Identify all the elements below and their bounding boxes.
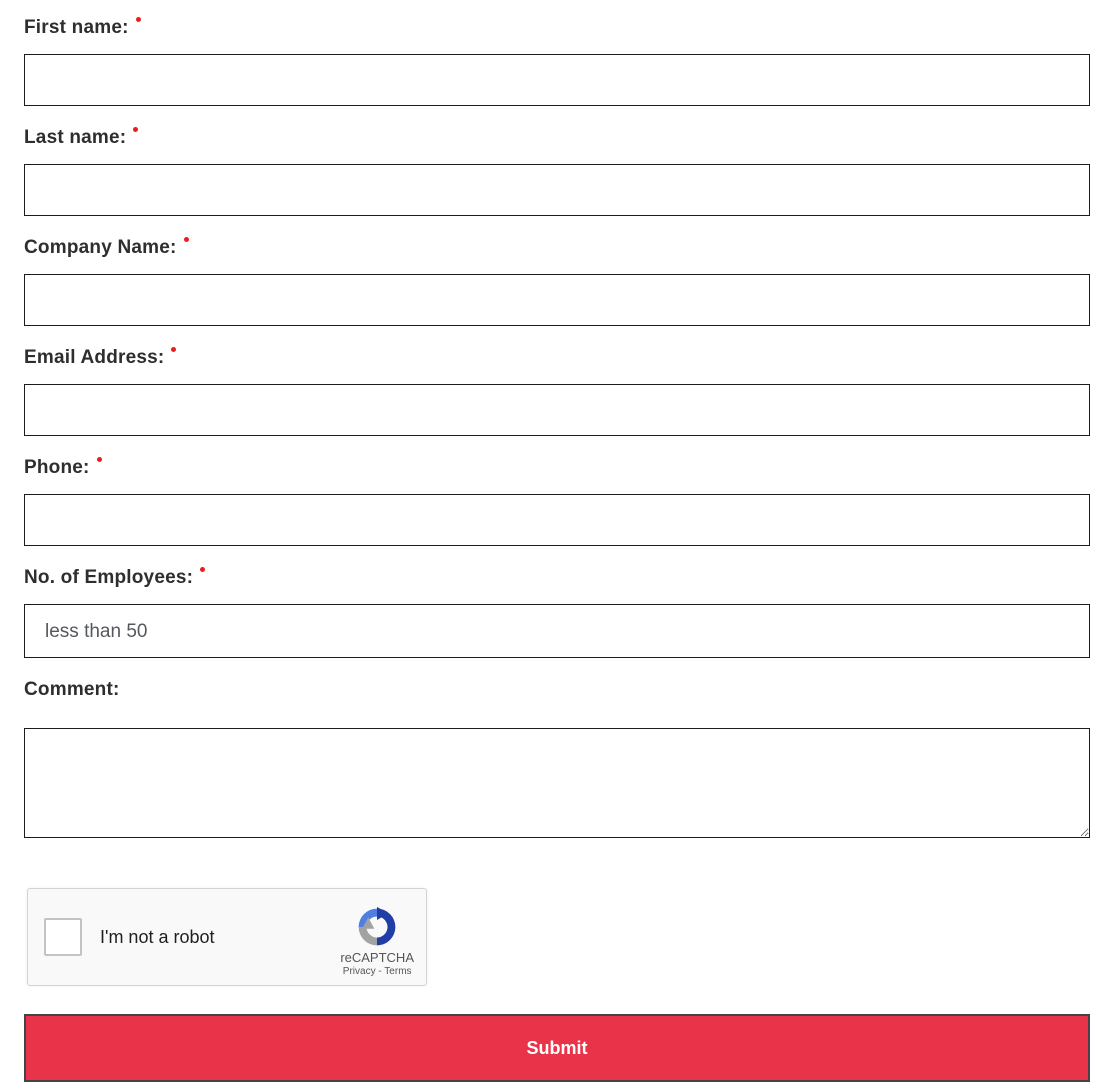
recaptcha-branding [340, 898, 414, 977]
employees-select[interactable] [24, 604, 1090, 658]
first-name-label-text: First name: [24, 17, 129, 38]
recaptcha-logo-icon [356, 906, 398, 948]
company-name-input[interactable] [24, 274, 1090, 326]
first-name-input[interactable] [24, 54, 1090, 106]
comment-label [24, 678, 1090, 702]
email-label-text: Email Address: [24, 347, 165, 368]
comment-textarea[interactable] [24, 728, 1090, 838]
recaptcha-checkbox-area [44, 918, 215, 956]
last-name-input[interactable] [24, 164, 1090, 216]
recaptcha-links-separator: - [375, 965, 385, 977]
required-marker-icon [136, 17, 141, 22]
field-group-employees [24, 566, 1090, 658]
phone-label [24, 456, 1090, 480]
submit-button[interactable]: Submit [24, 1014, 1090, 1082]
recaptcha-checkbox[interactable] [44, 918, 82, 956]
first-name-label [24, 16, 1090, 40]
comment-label-text: Comment: [24, 679, 120, 700]
required-marker-icon [200, 567, 205, 572]
employees-label-text: No. of Employees: [24, 567, 194, 588]
recaptcha-privacy-link[interactable]: Privacy [342, 965, 376, 977]
phone-input[interactable] [24, 494, 1090, 546]
field-group-first-name [24, 16, 1090, 106]
recaptcha-terms-link[interactable]: Terms [384, 965, 412, 977]
recaptcha-widget [27, 888, 427, 986]
field-group-phone [24, 456, 1090, 546]
email-label [24, 346, 1090, 370]
employees-label [24, 566, 1090, 590]
recaptcha-checkbox-label: I'm not a robot [100, 926, 215, 947]
recaptcha-brand-text: reCAPTCHA [340, 949, 414, 965]
company-name-label [24, 236, 1090, 260]
required-marker-icon [133, 127, 138, 132]
phone-label-text: Phone: [24, 457, 90, 478]
recaptcha-links [343, 966, 412, 977]
last-name-label-text: Last name: [24, 127, 127, 148]
field-group-comment [24, 678, 1090, 838]
last-name-label [24, 126, 1090, 150]
required-marker-icon [171, 347, 176, 352]
required-marker-icon [184, 237, 189, 242]
field-group-last-name [24, 126, 1090, 216]
required-marker-icon [97, 457, 102, 462]
field-group-company-name [24, 236, 1090, 326]
company-name-label-text: Company Name: [24, 237, 177, 258]
email-input[interactable] [24, 384, 1090, 436]
field-group-email [24, 346, 1090, 436]
